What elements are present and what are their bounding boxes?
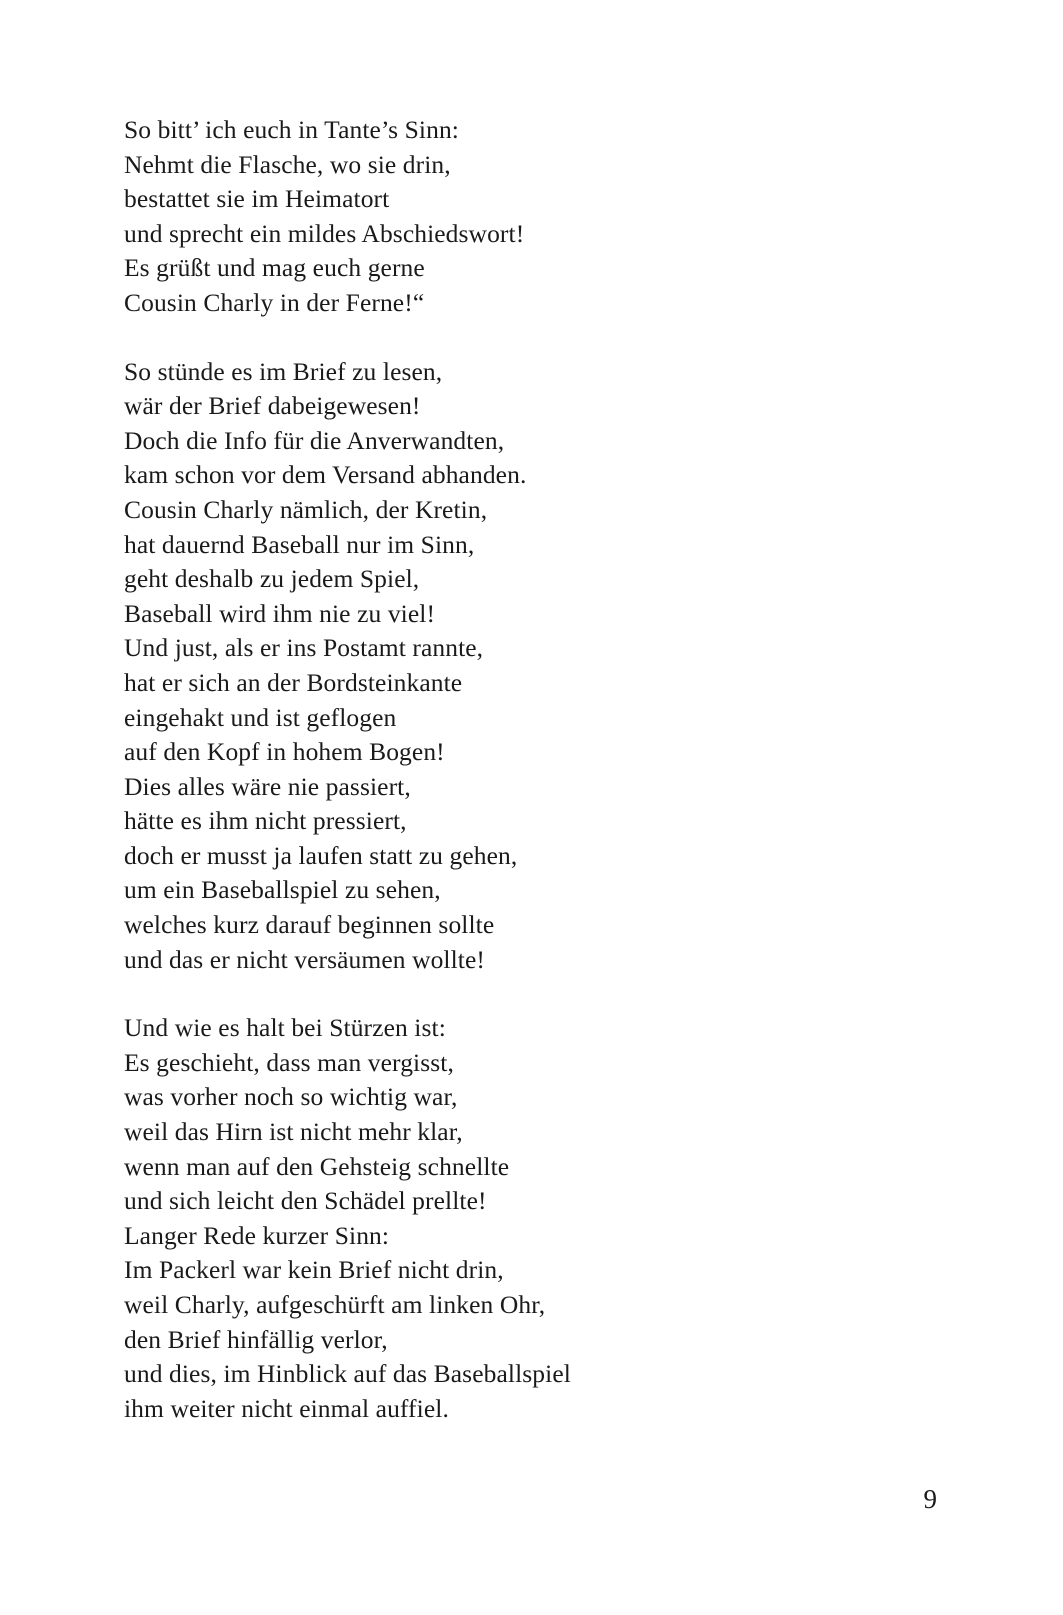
verse-line: bestattet sie im Heimatort — [124, 184, 390, 214]
verse-line: kam schon vor dem Versand abhanden. — [124, 460, 527, 490]
verse-line: hätte es ihm nicht pressiert, — [124, 806, 407, 836]
verse-line: weil das Hirn ist nicht mehr klar, — [124, 1117, 463, 1147]
poem-body — [124, 113, 924, 1426]
page-number: 9 — [923, 1484, 937, 1514]
stanza-3 — [124, 1011, 924, 1426]
verse-line: Cousin Charly nämlich, der Kretin, — [124, 494, 488, 524]
verse-line: Nehmt die Flasche, wo sie drin, — [124, 149, 451, 179]
verse-line: wär der Brief dabeigewesen! — [124, 391, 421, 421]
verse-line: eingehakt und ist geflogen — [124, 702, 397, 732]
verse-line: So bitt’ ich euch in Tante’s Sinn: — [124, 115, 459, 144]
verse-line: um ein Baseballspiel zu sehen, — [124, 875, 441, 905]
stanza-2 — [124, 355, 924, 978]
verse-line: was vorher noch so wichtig war, — [124, 1082, 458, 1112]
verse-line: Im Packerl war kein Brief nicht drin, — [124, 1255, 504, 1285]
verse-line: So stünde es im Brief zu lesen, — [124, 356, 443, 386]
verse-line: und sprecht ein mildes Abschiedswort! — [124, 218, 525, 248]
verse-line: weil Charly, aufgeschürft am linken Ohr, — [124, 1290, 546, 1319]
verse-line: hat er sich an der Bordsteinkante — [124, 667, 463, 697]
verse-line: geht deshalb zu jedem Spiel, — [124, 564, 420, 594]
verse-line: hat dauernd Baseball nur im Sinn, — [124, 529, 475, 559]
verse-line: Und just, als er ins Postamt rannte, — [124, 633, 484, 663]
verse-line: Langer Rede kurzer Sinn: — [124, 1220, 390, 1250]
verse-line: doch er musst ja laufen statt zu gehen, — [124, 840, 518, 870]
verse-line: Es grüßt und mag euch gerne — [124, 253, 425, 283]
verse-line: Baseball wird ihm nie zu viel! — [124, 598, 436, 628]
verse-line: und sich leicht den Schädel prellte! — [124, 1186, 487, 1216]
verse-line: wenn man auf den Gehsteig schnellte — [124, 1151, 510, 1181]
verse-line: welches kurz darauf beginnen sollte — [124, 910, 495, 940]
verse-line: Es geschieht, dass man vergisst, — [124, 1047, 454, 1077]
verse-line: und das er nicht versäumen wollte! — [124, 944, 485, 974]
verse-line: Und wie es halt bei Stürzen ist: — [124, 1013, 446, 1043]
verse-line: Dies alles wäre nie passiert, — [124, 771, 411, 801]
verse-line: auf den Kopf in hohem Bogen! — [124, 737, 445, 767]
verse-line: Cousin Charly in der Ferne!“ — [124, 287, 425, 317]
verse-line: ihm weiter nicht einmal auffiel. — [124, 1393, 449, 1423]
verse-line: und dies, im Hinblick auf das Baseballspiel — [124, 1359, 571, 1389]
verse-line: Doch die Info für die Anverwandten, — [124, 425, 505, 455]
verse-line: den Brief hinfällig verlor, — [124, 1324, 388, 1354]
stanza-1 — [124, 113, 924, 321]
